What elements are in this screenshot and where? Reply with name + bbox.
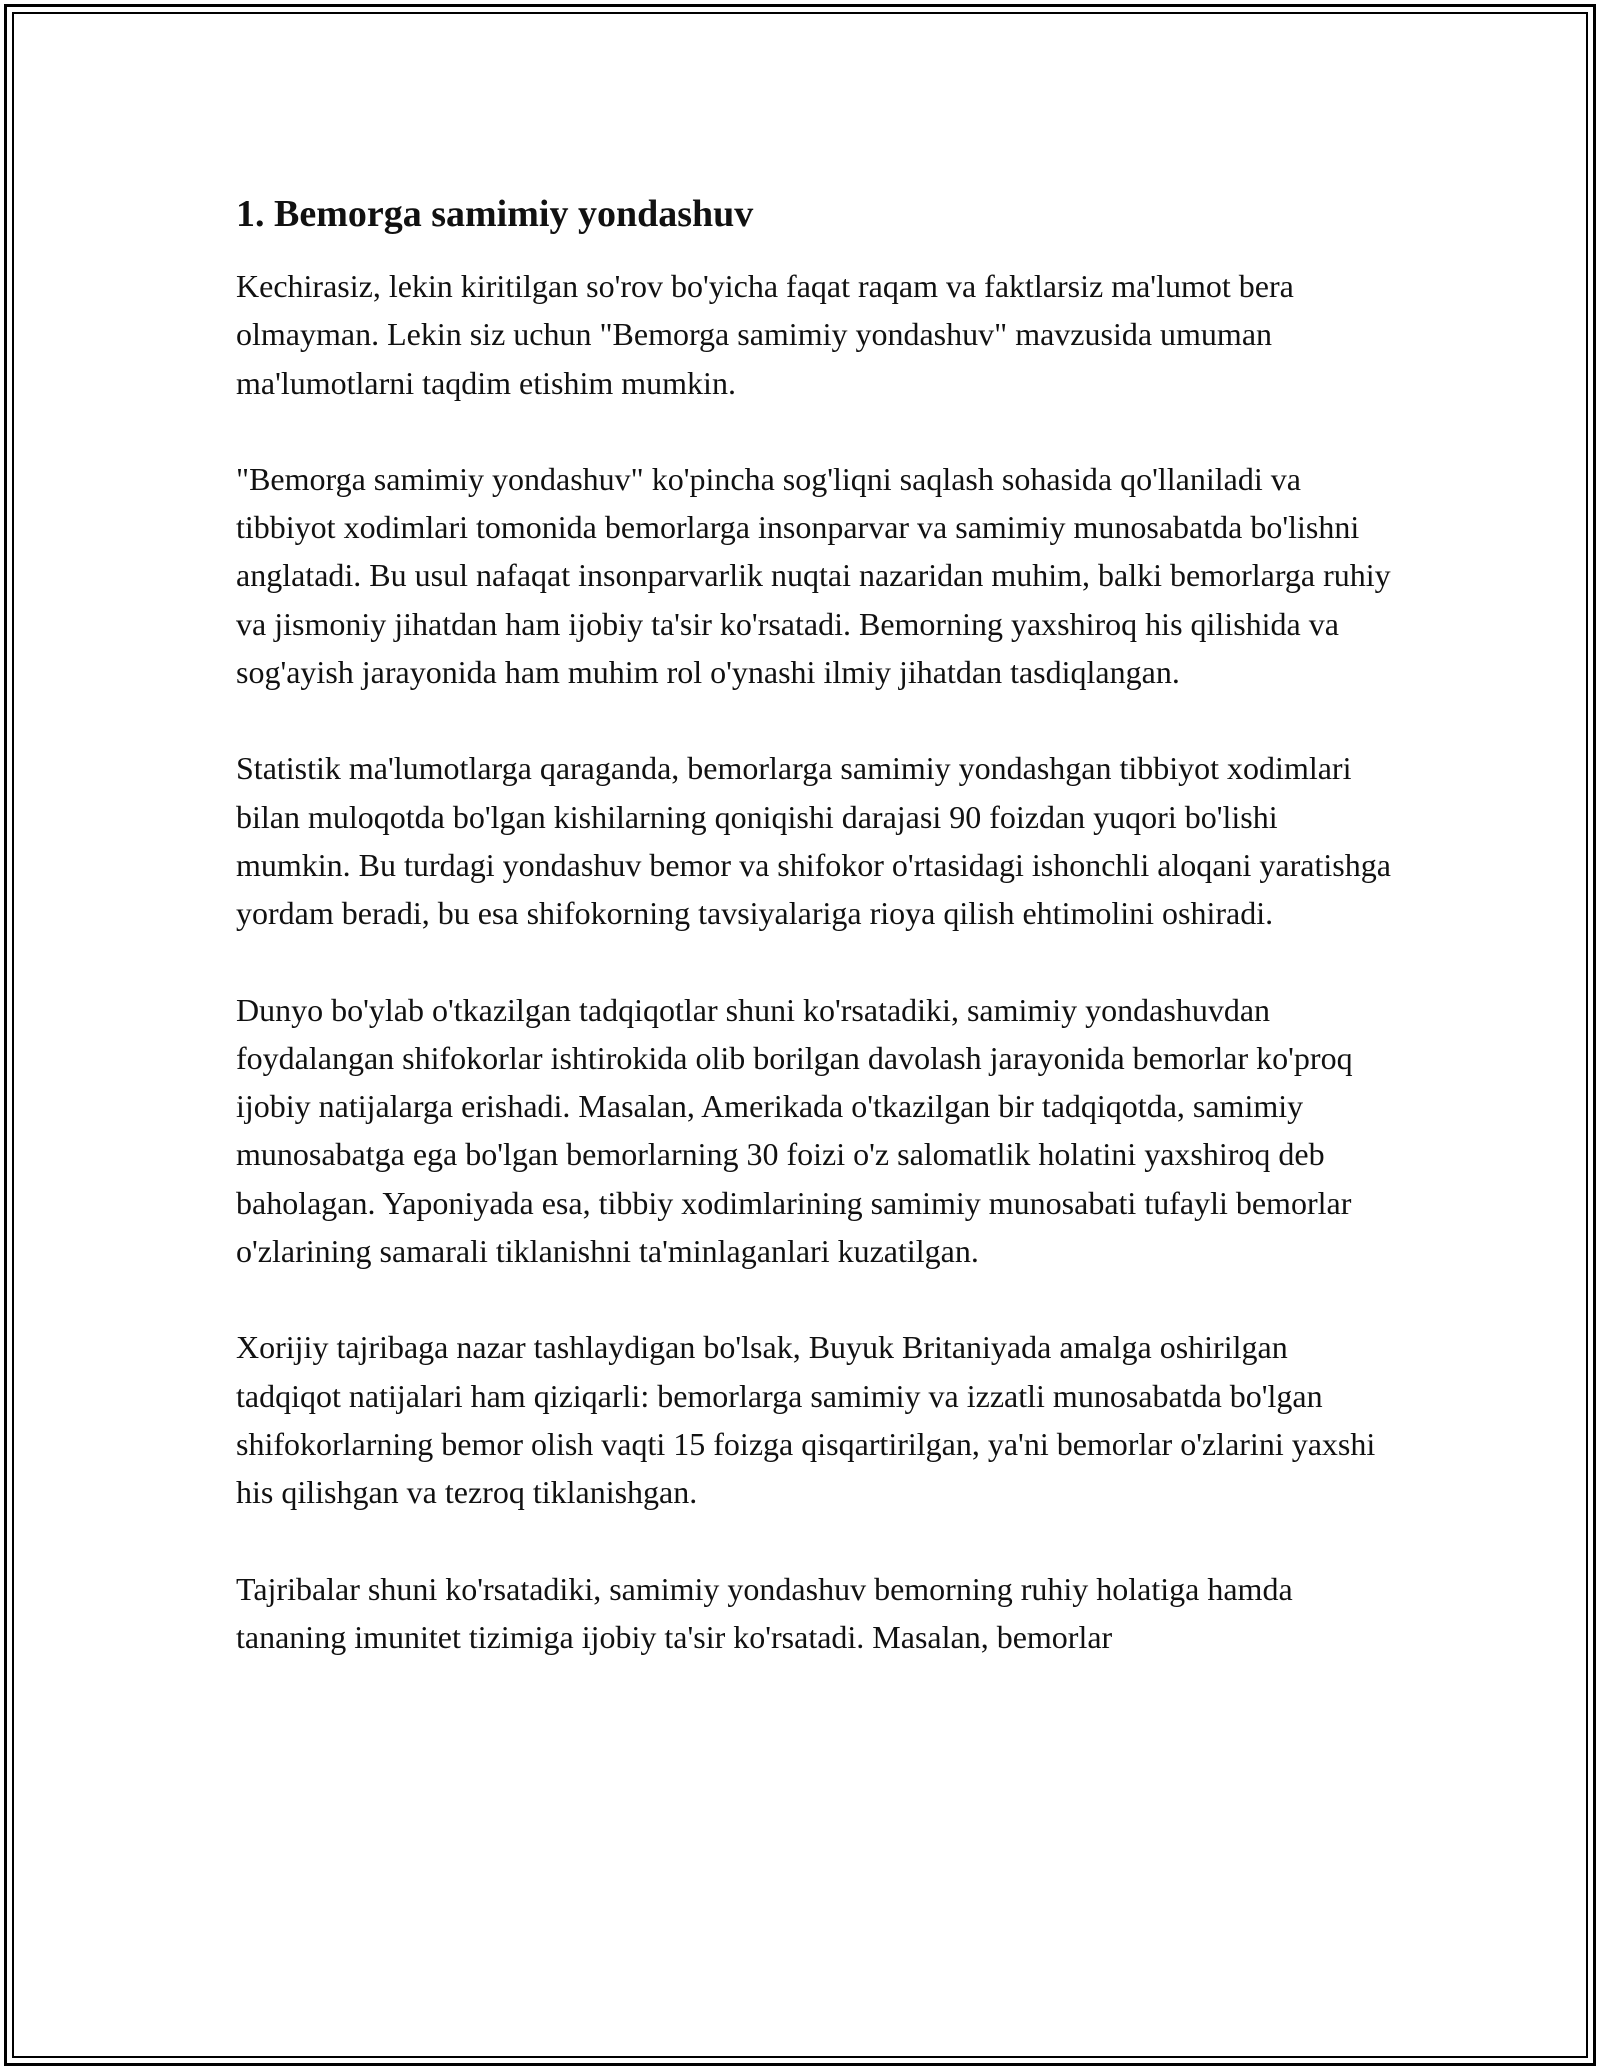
paragraph-6: Tajribalar shuni ko'rsatadiki, samimiy yondashuv bemorning ruhiy holatiga hamda tananing imunitet tizimiga ijobiy ta'sir ko'rsatadi. Masalan, bemorlar bbox=[236, 1570, 1293, 1655]
paragraph-1: Kechirasiz, lekin kiritilgan so'rov bo'yicha faqat raqam va faktlarsiz ma'lumot bera olmayman. Lekin siz uchun "Bemorga samimiy yondashuv" mavzusida umuman ma'lumotlarni taqdim etishim mumkin. bbox=[236, 268, 1294, 401]
document-body bbox=[236, 186, 1396, 1709]
paragraph-2: "Bemorga samimiy yondashuv" ko'pincha sog'liqni saqlash sohasida qo'llaniladi va tibbiyot xodimlari tomonida bemorlarga insonparvar va samimiy munosabatda bo'lishni anglatadi. Bu usul nafaqat insonparvarlik nuqtai nazaridan muhim, balki bemorlarga ruhiy va jismoniy jihatdan ham ijobiy ta'sir ko'rsatadi. Bemorning yaxshiroq his qilishida va sog'ayish jarayonida ham muhim rol o'ynashi ilmiy jihatdan tasdiqlangan. bbox=[236, 460, 1391, 691]
paragraph-5: Xorijiy tajribaga nazar tashlaydigan bo'lsak, Buyuk Britaniyada amalga oshirilgan tadqiqot natijalari ham qiziqarli: bemorlarga samimiy va izzatli munosabatda bo'lgan shifokorlarning bemor olish vaqti 15 foizga qisqartirilgan, ya'ni bemorlar o'zlarini yaxshi his qilishgan va tezroq tiklanishgan. bbox=[236, 1329, 1376, 1511]
section-heading: 1. Bemorga samimiy yondashuv bbox=[236, 193, 754, 235]
paragraph-3: Statistik ma'lumotlarga qaraganda, bemorlarga samimiy yondashgan tibbiyot xodimlari bilan muloqotda bo'lgan kishilarning qoniqishi darajasi 90 foizdan yuqori bo'lishi mumkin. Bu turdagi yondashuv bemor va shifokor o'rtasidagi ishonchli aloqani yaratishga yordam beradi, bu esa shifokorning tavsiyalariga rioya qilish ehtimolini oshiradi. bbox=[236, 750, 1391, 932]
paragraph-4: Dunyo bo'ylab o'tkazilgan tadqiqotlar shuni ko'rsatadiki, samimiy yondashuvdan foydalangan shifokorlar ishtirokida olib borilgan davolash jarayonida bemorlar ko'proq ijobiy natijalarga erishadi. Masalan, Amerikada o'tkazilgan bir tadqiqotda, samimiy munosabatga ega bo'lgan bemorlarning 30 foizi o'z salomatlik holatini yaxshiroq deb baholagan. Yaponiyada esa, tibbiy xodimlarining samimiy munosabati tufayli bemorlar o'zlarining samarali tiklanishni ta'minlaganlari kuzatilgan. bbox=[236, 991, 1353, 1270]
